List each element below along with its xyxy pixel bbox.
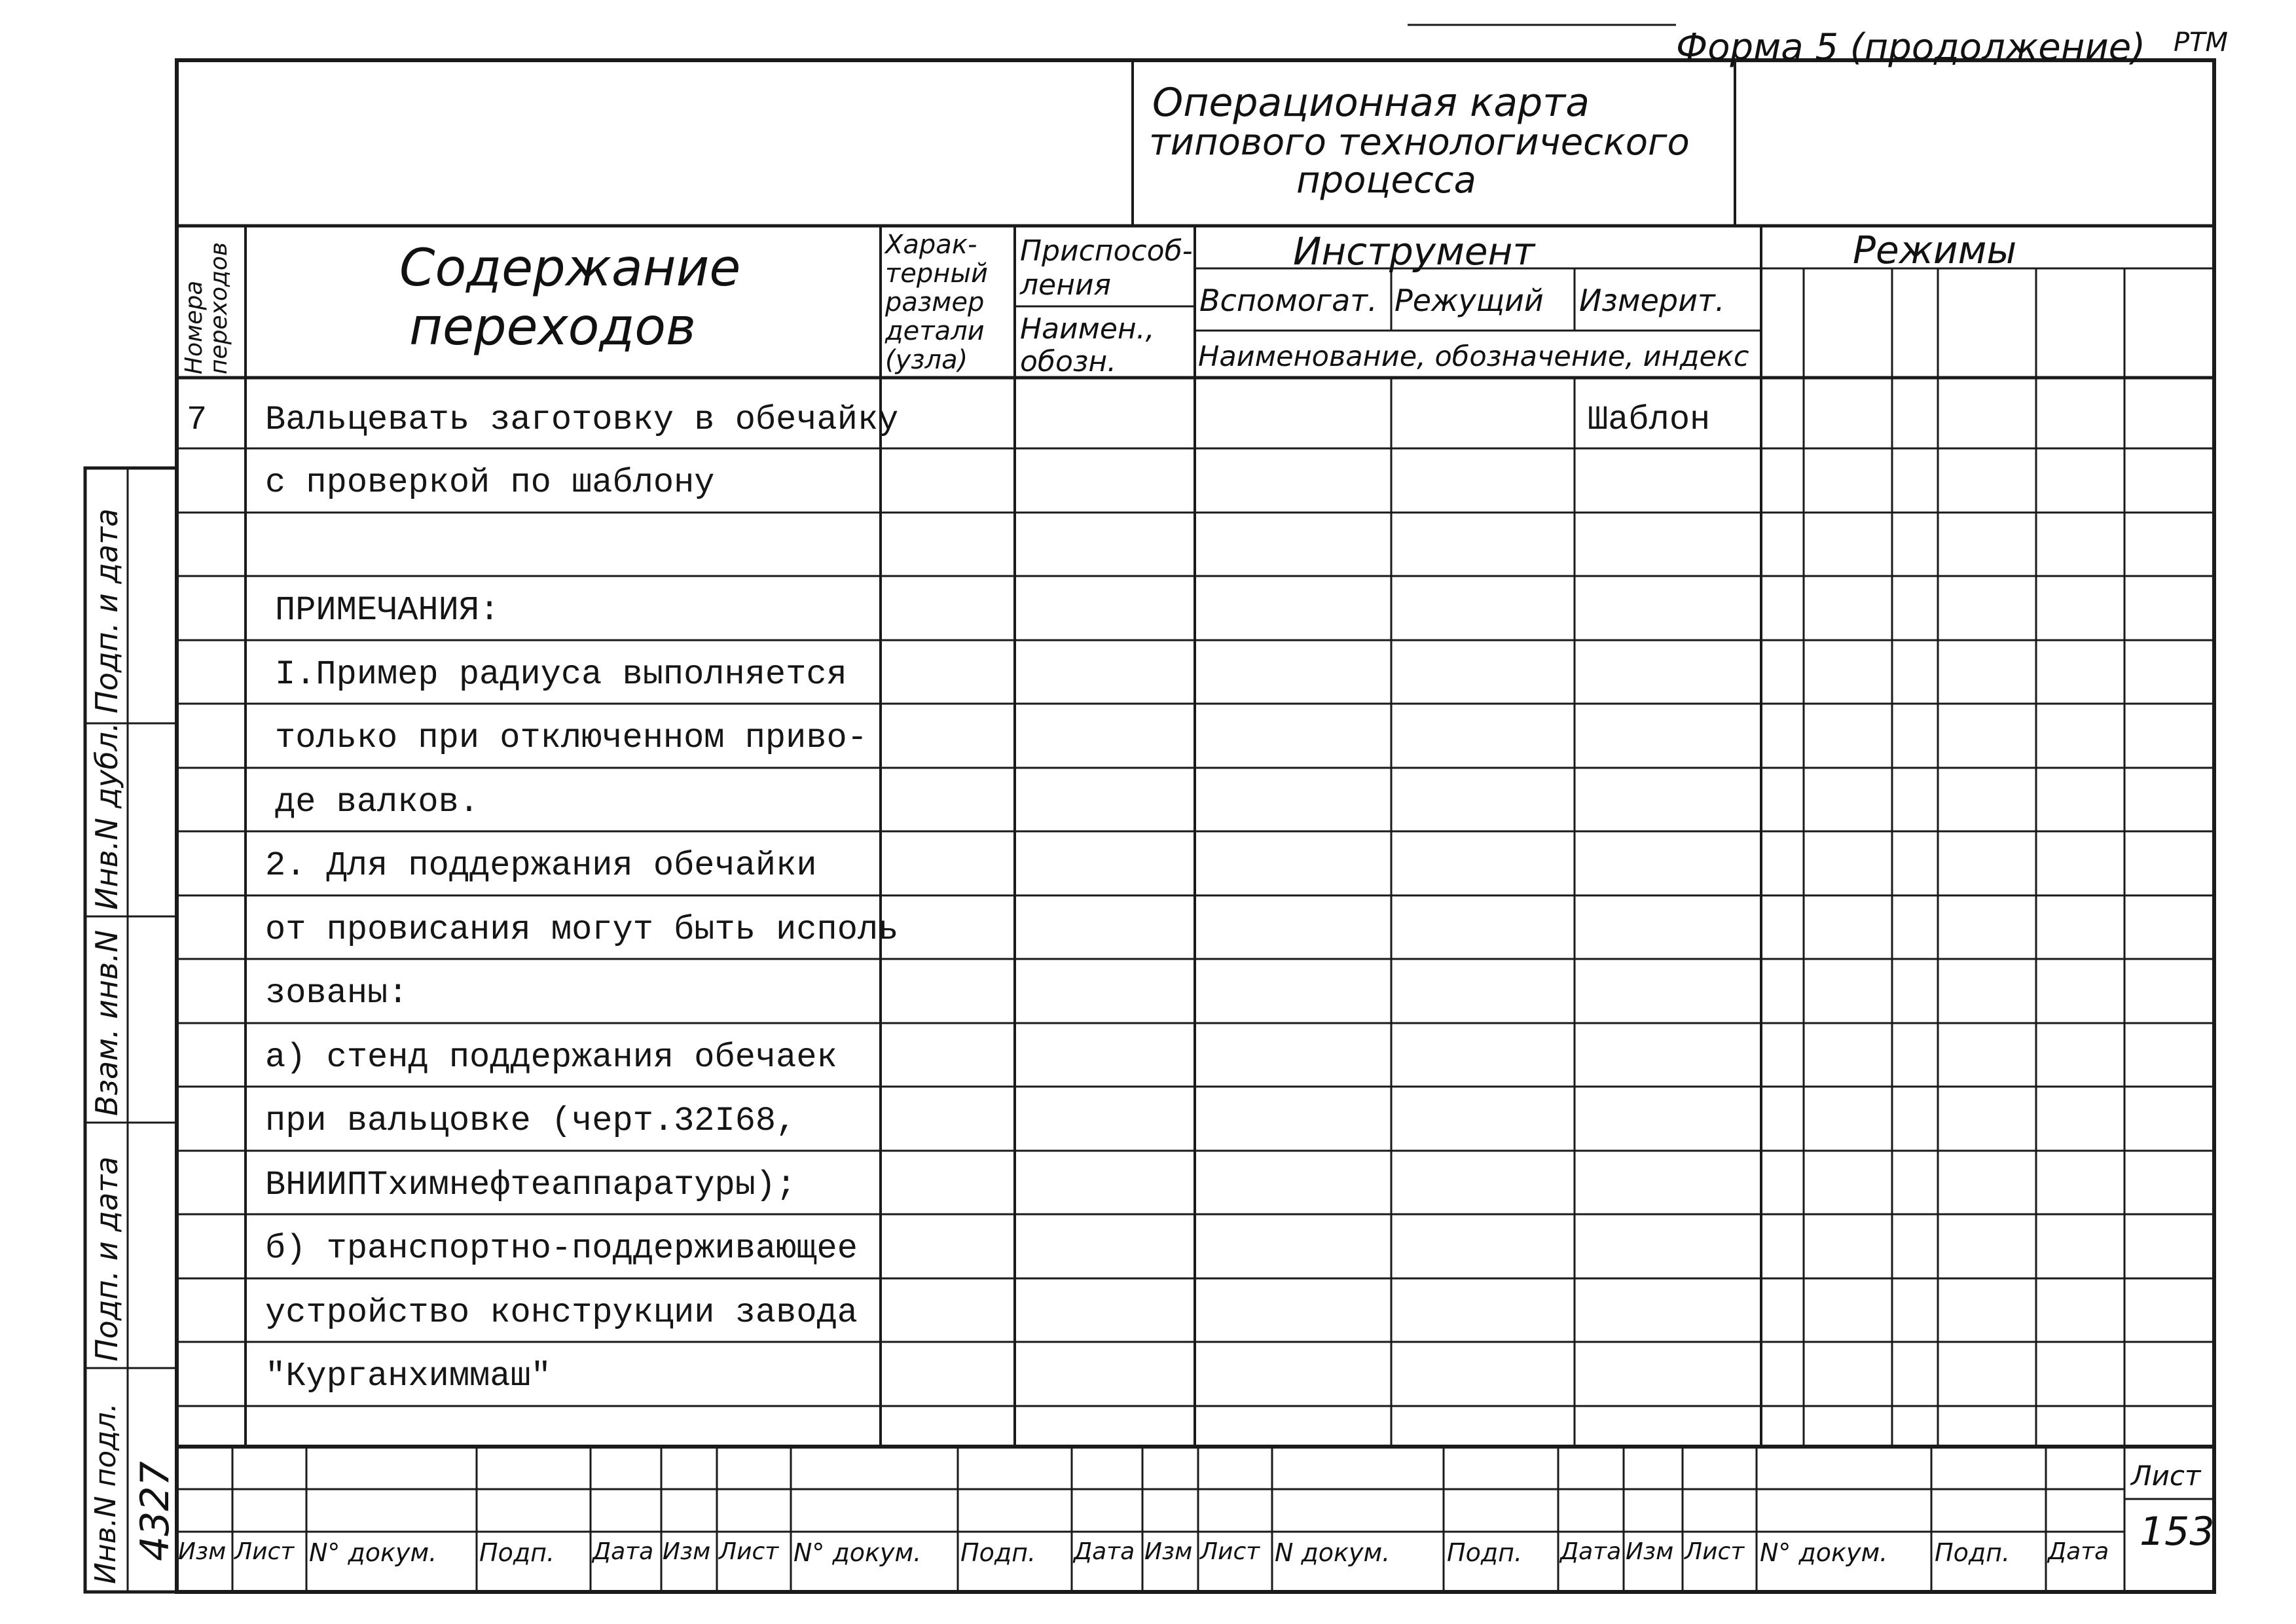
stamp-label-20: Дата bbox=[2048, 1538, 2109, 1565]
row-11-text: а) стенд поддержания обечаек bbox=[265, 1038, 837, 1077]
tool-header: Инструмент bbox=[1293, 229, 1535, 274]
margin-label-sign-date-1: Подп. и дата bbox=[89, 508, 124, 713]
margin-label-replace-inv: Взам. инв.N bbox=[89, 929, 124, 1116]
row-1-number: 7 bbox=[187, 401, 208, 439]
tool-aux-header: Вспомогат. bbox=[1199, 283, 1377, 318]
stamp-label-1: Изм bbox=[178, 1538, 227, 1565]
stamp-label-6: Изм bbox=[663, 1538, 711, 1565]
fixture-subheader: Наимен., обозн. bbox=[1020, 312, 1155, 378]
stamp-label-5: Дата bbox=[592, 1538, 654, 1565]
row-2-text: с проверкой по шаблону bbox=[265, 463, 715, 502]
tool-name-header: Наименование, обозначение, индекс bbox=[1198, 340, 1749, 373]
row-16-text: "Курганхиммаш" bbox=[265, 1357, 551, 1396]
stamp-label-2: Лист bbox=[234, 1538, 295, 1565]
row-1-text: Вальцевать заготовку в обечайку bbox=[265, 401, 899, 439]
stamp-label-3: N° докум. bbox=[309, 1538, 437, 1567]
stamp-label-18: N° докум. bbox=[1760, 1538, 1888, 1567]
row-15-text: устройство конструкции завода bbox=[265, 1293, 858, 1332]
rtm-label: РТМ bbox=[2174, 27, 2229, 58]
stamp-label-12: Лист bbox=[1200, 1538, 1260, 1565]
margin-label-dup-inv: Инв.N дубл. bbox=[89, 722, 124, 910]
stamp-label-11: Изм bbox=[1144, 1538, 1193, 1565]
margin-label-sign-date-2: Подп. и дата bbox=[89, 1156, 124, 1362]
row-9-text: от провисания могут быть исполь bbox=[265, 911, 899, 949]
tool-cutting-header: Режущий bbox=[1394, 283, 1544, 318]
sheet-label: Лист bbox=[2131, 1460, 2201, 1492]
tool-measuring-header: Измерит. bbox=[1579, 283, 1725, 318]
stamp-label-8: N° докум. bbox=[793, 1538, 922, 1567]
inventory-number: 4327 bbox=[132, 1461, 178, 1561]
stamp-label-9: Подп. bbox=[960, 1538, 1036, 1567]
content-header-line1: Содержание bbox=[399, 239, 741, 298]
row-4-text: ПРИМЕЧАНИЯ: bbox=[275, 591, 500, 630]
stamp-label-10: Дата bbox=[1074, 1538, 1135, 1565]
stamp-label-17: Лист bbox=[1685, 1538, 1745, 1565]
modes-header: Режимы bbox=[1853, 228, 2017, 272]
row-12-text: при вальцовке (черт.32I68, bbox=[265, 1102, 797, 1140]
stamp-label-13: N докум. bbox=[1275, 1538, 1391, 1567]
stamp-label-4: Подп. bbox=[479, 1538, 555, 1567]
stamp-label-14: Подп. bbox=[1447, 1538, 1523, 1567]
card-title-line1: Операционная карта bbox=[1152, 80, 1590, 126]
card-title-line3: процесса bbox=[1296, 159, 1476, 202]
row-5-text: I.Пример радиуса выполняется bbox=[275, 655, 847, 694]
row-7-text: де валков. bbox=[275, 783, 480, 821]
row-6-text: только при отключенном приво- bbox=[275, 719, 867, 757]
row-1-measuring-tool: Шаблон bbox=[1588, 401, 1711, 439]
form-label: Форма 5 (продолжение) bbox=[1676, 26, 2146, 69]
row-8-text: 2. Для поддержания обечайки bbox=[265, 846, 817, 885]
row-14-text: б) транспортно-поддерживающее bbox=[265, 1229, 858, 1268]
content-header-line2: переходов bbox=[409, 298, 696, 357]
step-number-header: Номера переходов bbox=[181, 242, 232, 374]
row-10-text: зованы: bbox=[265, 974, 409, 1013]
sheet-number: 153 bbox=[2140, 1509, 2215, 1555]
row-13-text: ВНИИПТхимнефтеаппаратуры); bbox=[265, 1166, 797, 1204]
stamp-label-15: Дата bbox=[1560, 1538, 1622, 1565]
stamp-label-16: Изм bbox=[1626, 1538, 1674, 1565]
margin-label-orig-inv: Инв.N подл. bbox=[89, 1403, 122, 1584]
stamp-label-19: Подп. bbox=[1935, 1538, 2011, 1567]
stamp-label-7: Лист bbox=[719, 1538, 779, 1565]
card-title-line2: типового технологического bbox=[1149, 121, 1690, 164]
char-size-header: Харак- терный размер детали (узла) bbox=[885, 230, 989, 375]
fixture-header: Приспособ- ления bbox=[1020, 234, 1193, 302]
